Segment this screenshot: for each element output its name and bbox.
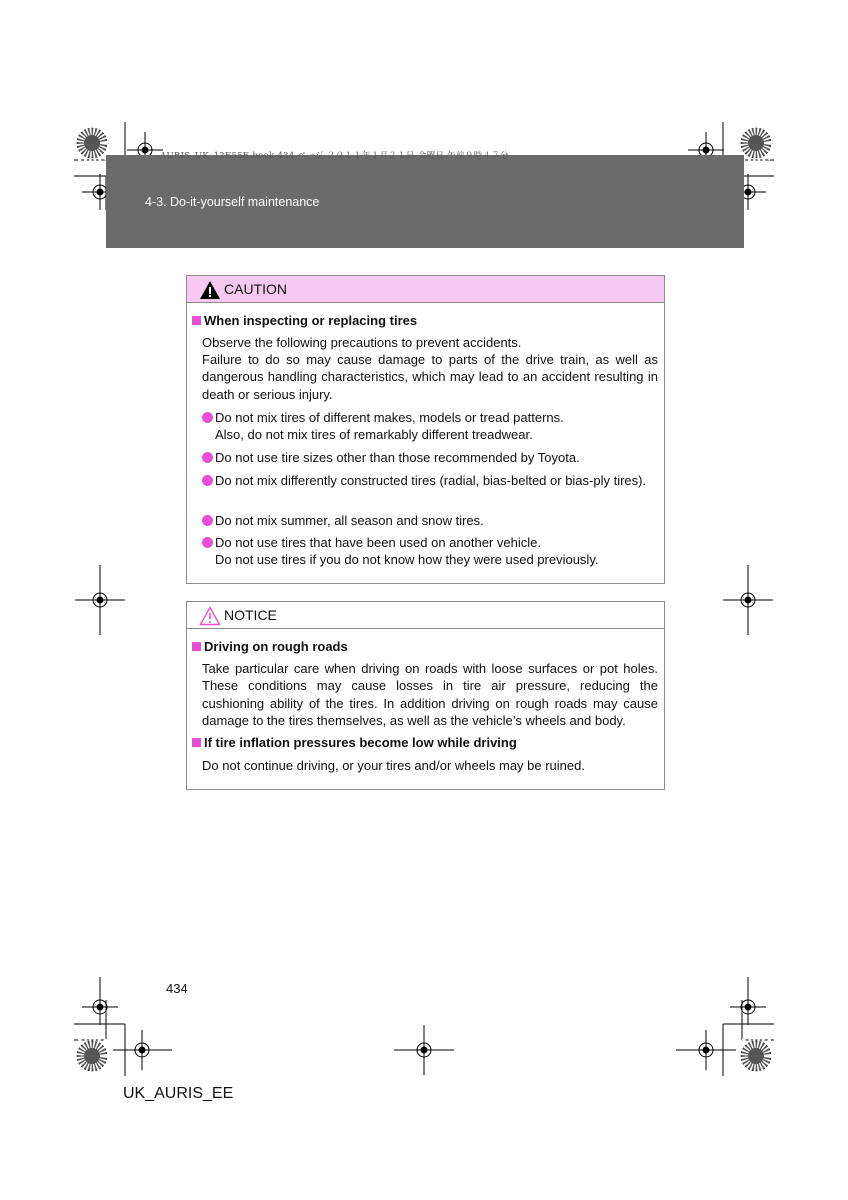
bullet-dot-icon: [202, 515, 213, 526]
notice-heading-1: Driving on rough roads: [192, 639, 348, 654]
warning-triangle-outline-icon: [199, 606, 221, 626]
notice-heading-2: If tire inflation pressures become low while driving: [192, 735, 517, 750]
bullet-dot-icon: [202, 475, 213, 486]
notice-text-2: Do not continue driving, or your tires and/or wheels may be ruined.: [202, 758, 585, 773]
caution-header: [187, 276, 664, 303]
document-id: UK_AURIS_EE: [123, 1085, 234, 1102]
list-item: Do not mix summer, all season and snow tires.: [202, 512, 658, 529]
notice-text-1: Take particular care when driving on roads with loose surfaces or pot holes. These conditions may cause losses in tire air pressure, reducing the cushioning ability of the tires. In addition driving on rough roads may cause damage to the tires themselves, as well as the vehicle’s wheels and body.: [202, 661, 658, 728]
print-info: AURIS_UK_12E55E.book 434 ページ ２０１１年１月２１日 金曜日 午前９時４７分: [160, 151, 509, 161]
list-item: Do not use tires that have been used on another vehicle. Do not use tires if you do not know how they were used previously.: [202, 534, 658, 569]
caution-label: CAUTION: [224, 281, 287, 297]
notice-label: NOTICE: [224, 607, 277, 623]
caution-box: [186, 275, 665, 584]
notice-box: [186, 601, 665, 790]
section-title: 4-3. Do-it-yourself maintenance: [145, 195, 320, 209]
list-item: Do not mix tires of different makes, models or tread patterns. Also, do not mix tires of remarkably different treadwear.: [202, 409, 658, 444]
list-item: Do not mix differently constructed tires (radial, bias-belted or bias-ply tires).: [202, 472, 658, 489]
notice-header: [187, 602, 664, 629]
warning-triangle-icon: [199, 280, 221, 300]
bullet-dot-icon: [202, 452, 213, 463]
caution-heading: When inspecting or replacing tires: [192, 313, 417, 328]
bullet-dot-icon: [202, 537, 213, 548]
caution-intro-1: Observe the following precautions to prevent accidents.: [202, 335, 522, 350]
square-bullet-icon: [192, 316, 201, 325]
bullet-dot-icon: [202, 412, 213, 423]
list-item: Do not use tire sizes other than those recommended by Toyota.: [202, 449, 658, 466]
square-bullet-icon: [192, 642, 201, 651]
page-number: 434: [166, 981, 188, 996]
square-bullet-icon: [192, 738, 201, 747]
caution-intro-2: Failure to do so may cause damage to parts of the drive train, as well as dangerous handling characteristics, which may lead to an accident resulting in death or serious injury.: [202, 352, 658, 402]
